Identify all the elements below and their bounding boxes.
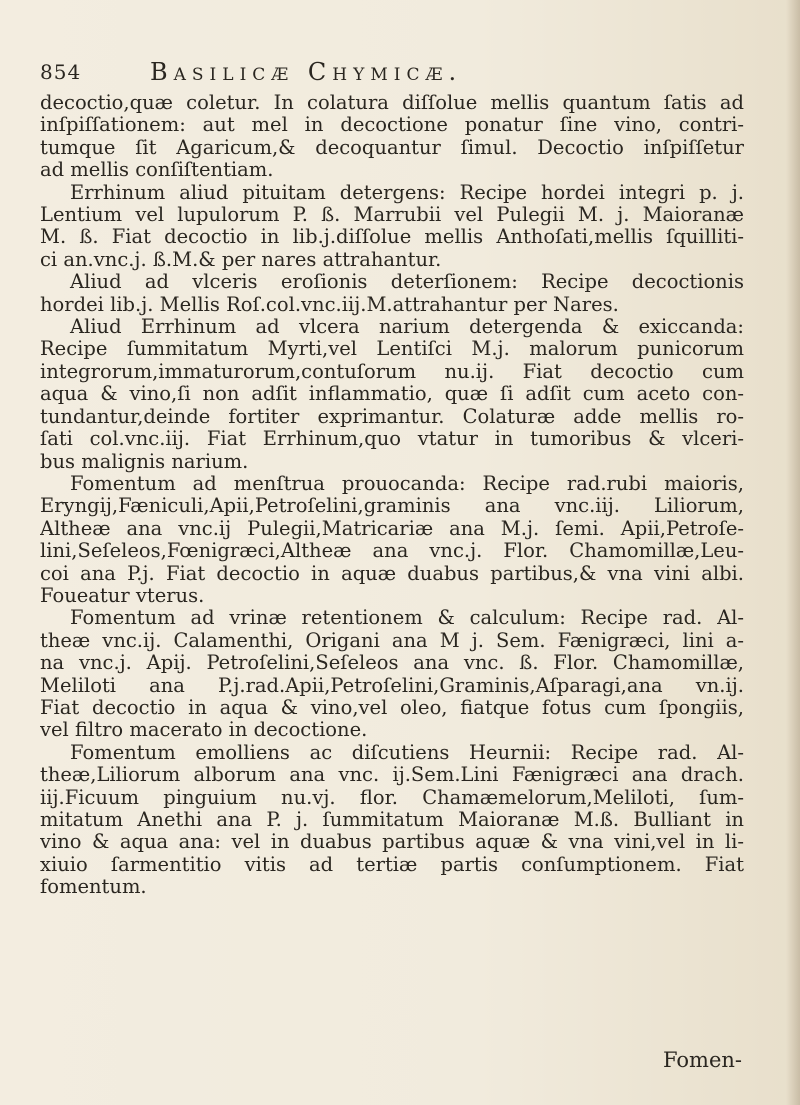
text-line: Altheæ ana vnc.ij Pulegii,Matricariæ ana M.j. ſemi. Apii,Petroſe- <box>40 517 744 540</box>
paragraph-first-line: Aliud Errhinum ad vlcera narium detergenda & exiccanda: <box>70 316 744 339</box>
text-line: ad mellis conſiſtentiam. <box>40 159 274 182</box>
paragraph-first-line: Aliud ad vlceris eroſionis deterſionem: Recipe decoctionis <box>70 271 744 294</box>
text-line: M. ß. Fiat decoctio in lib.j.diſſolue mellis Anthoſati,mellis ſquilliti- <box>40 226 744 249</box>
text-line: Fiat decoctio in aqua & vino,vel oleo, fiatque fotus cum ſpongiis, <box>40 696 744 719</box>
paragraph-first-line: Errhinum aliud pituitam detergens: Recipe hordei integri p. j. <box>70 181 744 204</box>
paragraph-first-line: Fomentum ad vrinæ retentionem & calculum: Recipe rad. Al- <box>70 607 744 630</box>
text-line: xiuio ſarmentitio vitis ad tertiæ partis conſumptionem. Fiat <box>40 853 744 876</box>
body-text <box>40 92 744 899</box>
text-line: coi ana P.j. Fiat decoctio in aquæ duabus partibus,& vna vini albi. <box>40 562 744 585</box>
text-line: mitatum Anethi ana P. j. ſummitatum Maioranæ M.ß. Bulliant in <box>40 809 744 831</box>
text-line: vino & aqua ana: vel in duabus partibus aquæ & vna vini,vel in li- <box>40 831 744 854</box>
text-line: ſati col.vnc.iij. Fiat Errhinum,quo vtatur in tumoribus & vlceri- <box>40 428 744 451</box>
text-line: na vnc.j. Apij. Petroſelini,Seſeleos ana vnc. ß. Flor. Chamomillæ, <box>40 652 744 675</box>
text-line: theæ,Liliorum alborum ana vnc. ij.Sem.Lini Fænigræci ana drach. <box>40 764 744 787</box>
text-line: hordei lib.j. Mellis Roſ.col.vnc.iij.M.attrahantur per Nares. <box>40 293 619 316</box>
text-line: lini,Seſeleos,Fœnigræci,Altheæ ana vnc.j. Flor. Chamomillæ,Leu- <box>40 540 744 563</box>
text-line: Foueatur vterus. <box>40 584 205 607</box>
text-line: decoctio,quæ coletur. In colatura diſſolue mellis quantum ſatis ad <box>40 92 744 114</box>
text-line: iij.Ficuum pinguium nu.vj. flor. Chamæmelorum,Meliloti, ſum- <box>40 786 744 809</box>
text-line: Meliloti ana P.j.rad.Apii,Petroſelini,Graminis,Aſparagi,ana vn.ij. <box>40 674 744 697</box>
text-line: bus malignis narium. <box>40 450 249 473</box>
text-line: fomentum. <box>40 876 147 899</box>
text-line: Eryngij,Fæniculi,Apii,Petroſelini,graminis ana vnc.iij. Liliorum, <box>40 495 744 518</box>
catchword: Fomen- <box>662 1048 742 1072</box>
text-line: Recipe ſummitatum Myrti,vel Lentiſci M.j. malorum punicorum <box>40 338 744 361</box>
running-head: Basilicæ Chymicæ. <box>150 58 463 86</box>
paragraph-first-line: Fomentum emolliens ac diſcutiens Heurnii: Recipe rad. Al- <box>70 741 744 764</box>
text-line: tundantur,deinde fortiter exprimantur. Colaturæ adde mellis ro- <box>40 405 744 428</box>
text-line: inſpiſſationem: aut mel in decoctione ponatur ſine vino, contri- <box>40 114 744 137</box>
text-line: vel filtro macerato in decoctione. <box>40 719 368 742</box>
text-line: theæ vnc.ij. Calamenthi, Origani ana M j. Sem. Fænigræci, lini a- <box>40 629 744 652</box>
paragraph-first-line: Fomentum ad menſtrua prouocanda: Recipe rad.rubi maioris, <box>70 472 744 495</box>
text-line: integrorum,immaturorum,contuſorum nu.ij. Fiat decoctio cum <box>40 360 744 383</box>
text-line: ci an.vnc.j. ß.M.& per nares attrahantur. <box>40 248 442 271</box>
text-line: Lentium vel lupulorum P. ß. Marrubii vel Pulegii M. j. Maioranæ <box>40 204 744 227</box>
text-line: tumque ſit Agaricum,& decoquantur ſimul. Decoctio inſpiſſetur <box>40 136 744 159</box>
text-line: aqua & vino,ſi non adſit inflammatio, quæ ſi adſit cum aceto con- <box>40 383 744 406</box>
page-header <box>40 58 744 88</box>
page-edge-shadow <box>786 0 800 1105</box>
page-number: 854 <box>40 60 82 84</box>
